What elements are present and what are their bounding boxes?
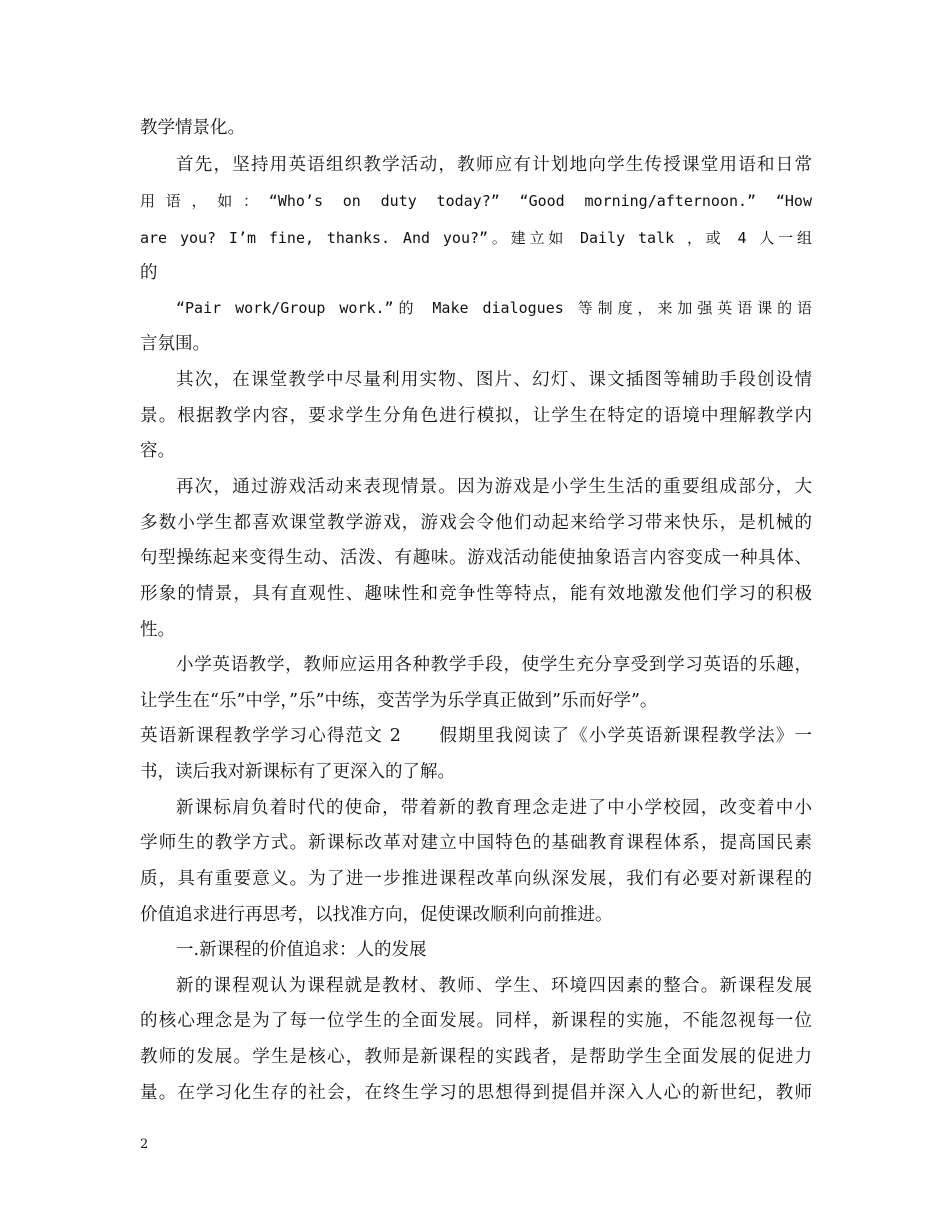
text-line: 价值追求进行再思考，以找准方向，促使课改顺利向前推进。 <box>140 905 613 925</box>
text-line: 言氛围。 <box>140 334 210 354</box>
text-line: 的核心理念是为了每一位学生的全面发展。同样，新课程的实施，不能忽视每一位 <box>140 1011 812 1031</box>
text-line: 英语新课程教学学习心得范文 2 假期里我阅读了《小学英语新课程教学法》一 <box>140 726 812 746</box>
text-line: 的 <box>140 263 158 283</box>
text-line: 新的课程观认为课程就是教材、教师、学生、环境四因素的整合。新课程发展 <box>176 976 812 996</box>
text-line: “Pair work/Group work.”的 Make dialogues 等制度，来加强英语课的语 <box>176 299 812 317</box>
text-line: 多数小学生都喜欢课堂教学游戏，游戏会令他们动起来给学习带来快乐，是机械的 <box>140 513 812 533</box>
text-line: 小学英语教学，教师应运用各种教学手段，使学生充分享受到学习英语的乐趣， <box>176 655 812 675</box>
text-line: 再次，通过游戏活动来表现情景。因为游戏是小学生生活的重要组成部分，大 <box>176 477 812 497</box>
text-line: 教师的发展。学生是核心，教师是新课程的实践者，是帮助学生全面发展的促进力 <box>140 1047 812 1067</box>
text-line: 句型操练起来变得生动、活泼、有趣味。游戏活动能使抽象语言内容变成一种具体、 <box>140 548 812 568</box>
text-line: 首先，坚持用英语组织教学活动，教师应有计划地向学生传授课堂用语和日常 <box>176 155 812 175</box>
text-line: 教学情景化。 <box>140 118 245 138</box>
text-line: 形象的情景，具有直观性、趣味性和竞争性等特点，能有效地激发他们学习的积极 <box>140 584 812 604</box>
text-line: 其次，在课堂教学中尽量利用实物、图片、幻灯、课文插图等辅助手段创设情 <box>176 370 812 390</box>
text-line: 质，具有重要意义。为了进一步推进课程改革向纵深发展，我们有必要对新课程的 <box>140 869 812 889</box>
text-line: 用语，如：“Who’s on duty today?” “Good morning/afternoon.” “How <box>140 192 812 210</box>
text-line: 量。在学习化生存的社会，在终生学习的思想得到提倡并深入人心的新世纪，教师 <box>140 1083 812 1103</box>
text-line: 景。根据教学内容，要求学生分角色进行模拟，让学生在特定的语境中理解教学内 <box>140 406 812 426</box>
text-line: 学师生的教学方式。新课标改革对建立中国特色的基础教育课程体系，提高国民素 <box>140 833 812 853</box>
text-line: 性。 <box>140 620 175 640</box>
text-line: 书，读后我对新课标有了更深入的了解。 <box>140 762 455 782</box>
text-line: are you? I’m fine, thanks. And you?”。建立如 Daily talk ，或 4 人一组 <box>140 229 812 247</box>
section-heading: 一.新课程的价值追求：人的发展 <box>176 940 427 960</box>
page-number: 2 <box>140 1137 149 1152</box>
text-line: 容。 <box>140 441 175 461</box>
text-line: 让学生在“乐”中学，”乐”中练，变苦学为乐学真正做到”乐而好学”。 <box>140 691 658 711</box>
text-line: 新课标肩负着时代的使命，带着新的教育理念走进了中小学校园，改变着中小 <box>176 798 812 818</box>
